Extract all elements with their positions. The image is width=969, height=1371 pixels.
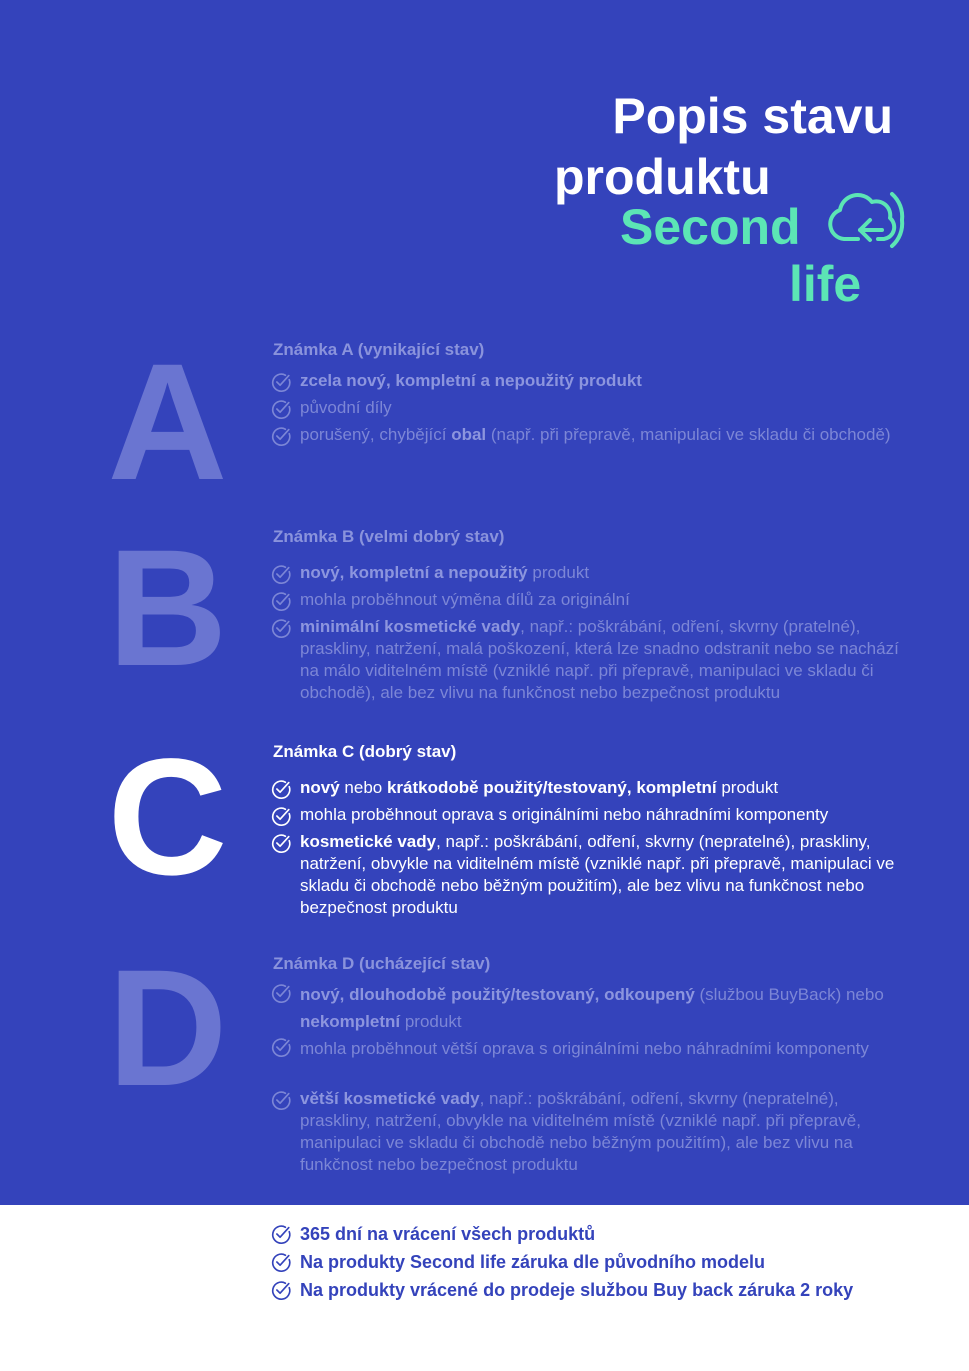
check-circle-icon	[270, 1223, 292, 1245]
grade-title: Známka C (dobrý stav)	[273, 742, 457, 761]
check-circle-icon	[270, 398, 292, 420]
check-circle-icon	[270, 425, 292, 447]
check-circle-icon	[270, 805, 292, 827]
check-circle-icon	[270, 982, 292, 1004]
check-circle-icon	[270, 1036, 292, 1058]
footer-panel: 365 dní na vrácení všech produktů Na produkty Second life záruka dle původního modelu Na produkty vrácené do prodeje službou Buy back záruka 2 roky	[0, 1205, 969, 1371]
title-line-2: produktu	[554, 149, 771, 205]
grade-title: Známka B (velmi dobrý stav)	[273, 527, 505, 546]
check-circle-icon	[270, 832, 292, 854]
title-line-1: Popis stavu	[612, 88, 893, 144]
grade-letter: B	[107, 516, 228, 701]
check-circle-icon	[270, 563, 292, 585]
page-title	[0, 0, 969, 320]
main-panel: Popis stavu produktu Second life A Známka A (vynikající stav) zcela nový, kompletní a nepoužitý produkt původní díly porušený, chybějící obal (např. při přepravě, manipulaci ve skladu či obchodě) B Známka B (velmi dobrý stav) nový, kompletní a nepoužitý produkt mohla proběhnout výměna dílů za originální minimální kosmetické vady, např.: poškrábání, odření, skvrny (pratelné), praskliny, natržení, malá poškození, která lze snadno odstranit nebo se nachází na málo viditelném místě (vzniklé např. při přepravě, manipulaci ve skladu či obchodě), ale bez vlivu na funkčnost nebo bezpečnost produktu C Známka C (dobrý stav) nový nebo krátkodobě použitý/testovaný, kompletní produkt mohla proběhnout oprava s originálními nebo náhradními komponenty kosmetické vady, např.: poškrábání, odření, skvrny (nepratelné), praskliny, natržení, obvykle na viditelném místě (vzniklé např. při přepravě, manipulaci ve skladu či obchodě nebo běžným použitím), ale bez vlivu na funkčnost nebo bezpečnost produktu D Známka D (ucházející stav) nový, dlouhodobě použitý/testovaný, odkoupený (službou BuyBack) nebo nekompletní produkt mohla proběhnout větší oprava s originálními nebo náhradními komponenty větší kosmetické vady, např.: poškrábání, odření, skvrny (nepratelné), praskliny, natržení, obvykle na viditelném místě (vzniklé např. při přepravě, manipulaci ve skladu či obchodě nebo běžným použitím), ale bez vlivu na funkčnost nebo bezpečnost produktu	[0, 0, 969, 1205]
cloud-return-icon	[822, 184, 908, 256]
check-circle-icon	[270, 1251, 292, 1273]
check-circle-icon	[270, 371, 292, 393]
title-line-3: Second	[620, 199, 801, 255]
check-circle-icon	[270, 617, 292, 639]
check-circle-icon	[270, 1279, 292, 1301]
grade-title: Známka A (vynikající stav)	[273, 340, 485, 359]
grade-letter: A	[107, 330, 228, 515]
check-circle-icon	[270, 590, 292, 612]
check-circle-icon	[270, 778, 292, 800]
title-line-4: life	[789, 256, 862, 312]
grade-letter: C	[107, 725, 228, 910]
grade-letter: D	[107, 936, 228, 1121]
grade-title: Známka D (ucházející stav)	[273, 954, 491, 973]
check-circle-icon	[270, 1089, 292, 1111]
